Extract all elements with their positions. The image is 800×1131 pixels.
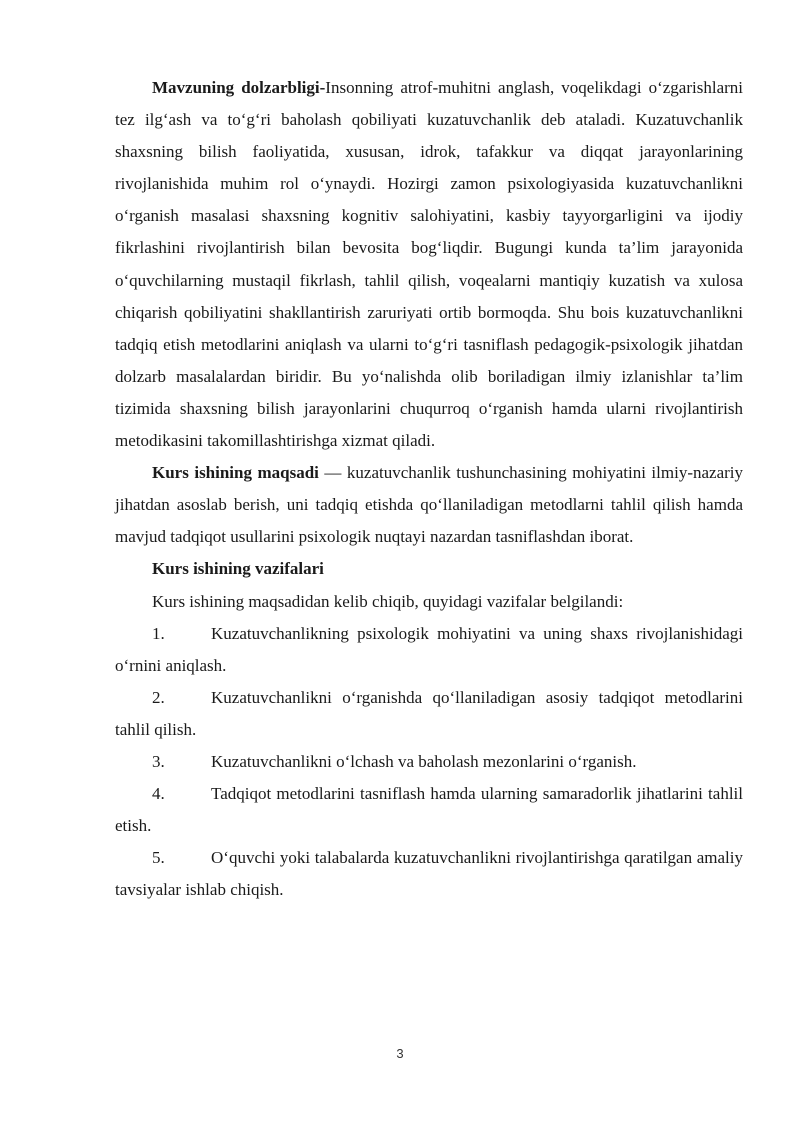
task-number: 4. <box>152 784 165 804</box>
task-number: 1. <box>152 623 165 643</box>
task-text: Kuzatuvchanlikni oʻlchash va baholash mezonlarini oʻrganish. <box>211 751 637 771</box>
task-item-4 <box>115 778 743 842</box>
task-item-5 <box>115 842 743 906</box>
page-number: 3 <box>396 1046 404 1061</box>
task-number: 2. <box>152 687 165 707</box>
task-text: Kuzatuvchanlikni oʻrganishda qoʻllaniladigan asosiy tadqiqot metodlarini tahlil qilish. <box>115 687 743 739</box>
task-item-2 <box>115 682 743 746</box>
task-item-3 <box>115 746 743 778</box>
page-content <box>115 72 743 906</box>
relevance-heading: Mavzuning dolzarbligi- <box>152 78 326 97</box>
task-number: 5. <box>152 848 165 868</box>
goal-text: — kuzatuvchanlik tushunchasining mohiyatini ilmiy-nazariy jihatdan asoslab berish, uni tadqiq etishda qoʻllaniladigan metodlarni tahlil qilish hamda mavjud tadqiqot usullarini psixologik nuqtayi nazardan tasniflashdan iborat. <box>115 463 743 547</box>
relevance-paragraph <box>115 72 743 457</box>
tasks-intro: Kurs ishining maqsadidan kelib chiqib, quyidagi vazifalar belgilandi: <box>152 591 624 611</box>
task-text: Tadqiqot metodlarini tasniflash hamda ularning samaradorlik jihatlarini tahlil etish. <box>115 784 743 836</box>
relevance-text: Insonning atrof-muhitni anglash, voqelikdagi oʻzgarishlarni tez ilgʻash va toʻgʻri baholash qobiliyati kuzatuvchanlik deb ataladi. Kuzatuvchanlik shaxsning bilish faoliyatida, xususan, idrok, tafakkur va diqqat jarayonlarining rivojlanishida muhim rol oʻynaydi. Hozirgi zamon psixologiyasida kuzatuvchanlikni oʻrganish masalasi shaxsning kognitiv salohiyatini, kasbiy tayyorgarligini va ijodiy fikrlashini rivojlantirish bilan bevosita bogʻliqdir. Bugungi kunda ta’lim jarayonida oʻquvchilarning mustaqil fikrlash, tahlil qilish, voqealarni mantiqiy kuzatish va xulosa chiqarish qobiliyatini shakllantirish zaruriyati ortib bormoqda. Shu bois kuzatuvchanlikni tadqiq etish metodlarini aniqlash va ularni toʻgʻri tasniflash pedagogik-psixologik jihatdan dolzarb masalalardan biridir. Bu yoʻnalishda olib boriladigan ilmiy izlanishlar ta’lim tizimida shaxsning bilish jarayonlarini chuqurroq oʻrganish hamda ularni rivojlantirish metodikasini takomillashtirishga xizmat qiladi. <box>115 78 743 451</box>
task-text: Oʻquvchi yoki talabalarda kuzatuvchanlikni rivojlantirishga qaratilgan amaliy tavsiyalar ishlab chiqish. <box>115 848 743 900</box>
tasks-heading: Kurs ishining vazifalari <box>152 559 324 579</box>
task-text: Kuzatuvchanlikning psixologik mohiyatini va uning shaxs rivojlanishidagi oʻrnini aniqlash. <box>115 623 743 675</box>
task-item-1 <box>115 618 743 682</box>
goal-heading: Kurs ishining maqsadi <box>152 463 319 483</box>
task-number: 3. <box>152 751 165 771</box>
goal-paragraph <box>115 457 743 553</box>
